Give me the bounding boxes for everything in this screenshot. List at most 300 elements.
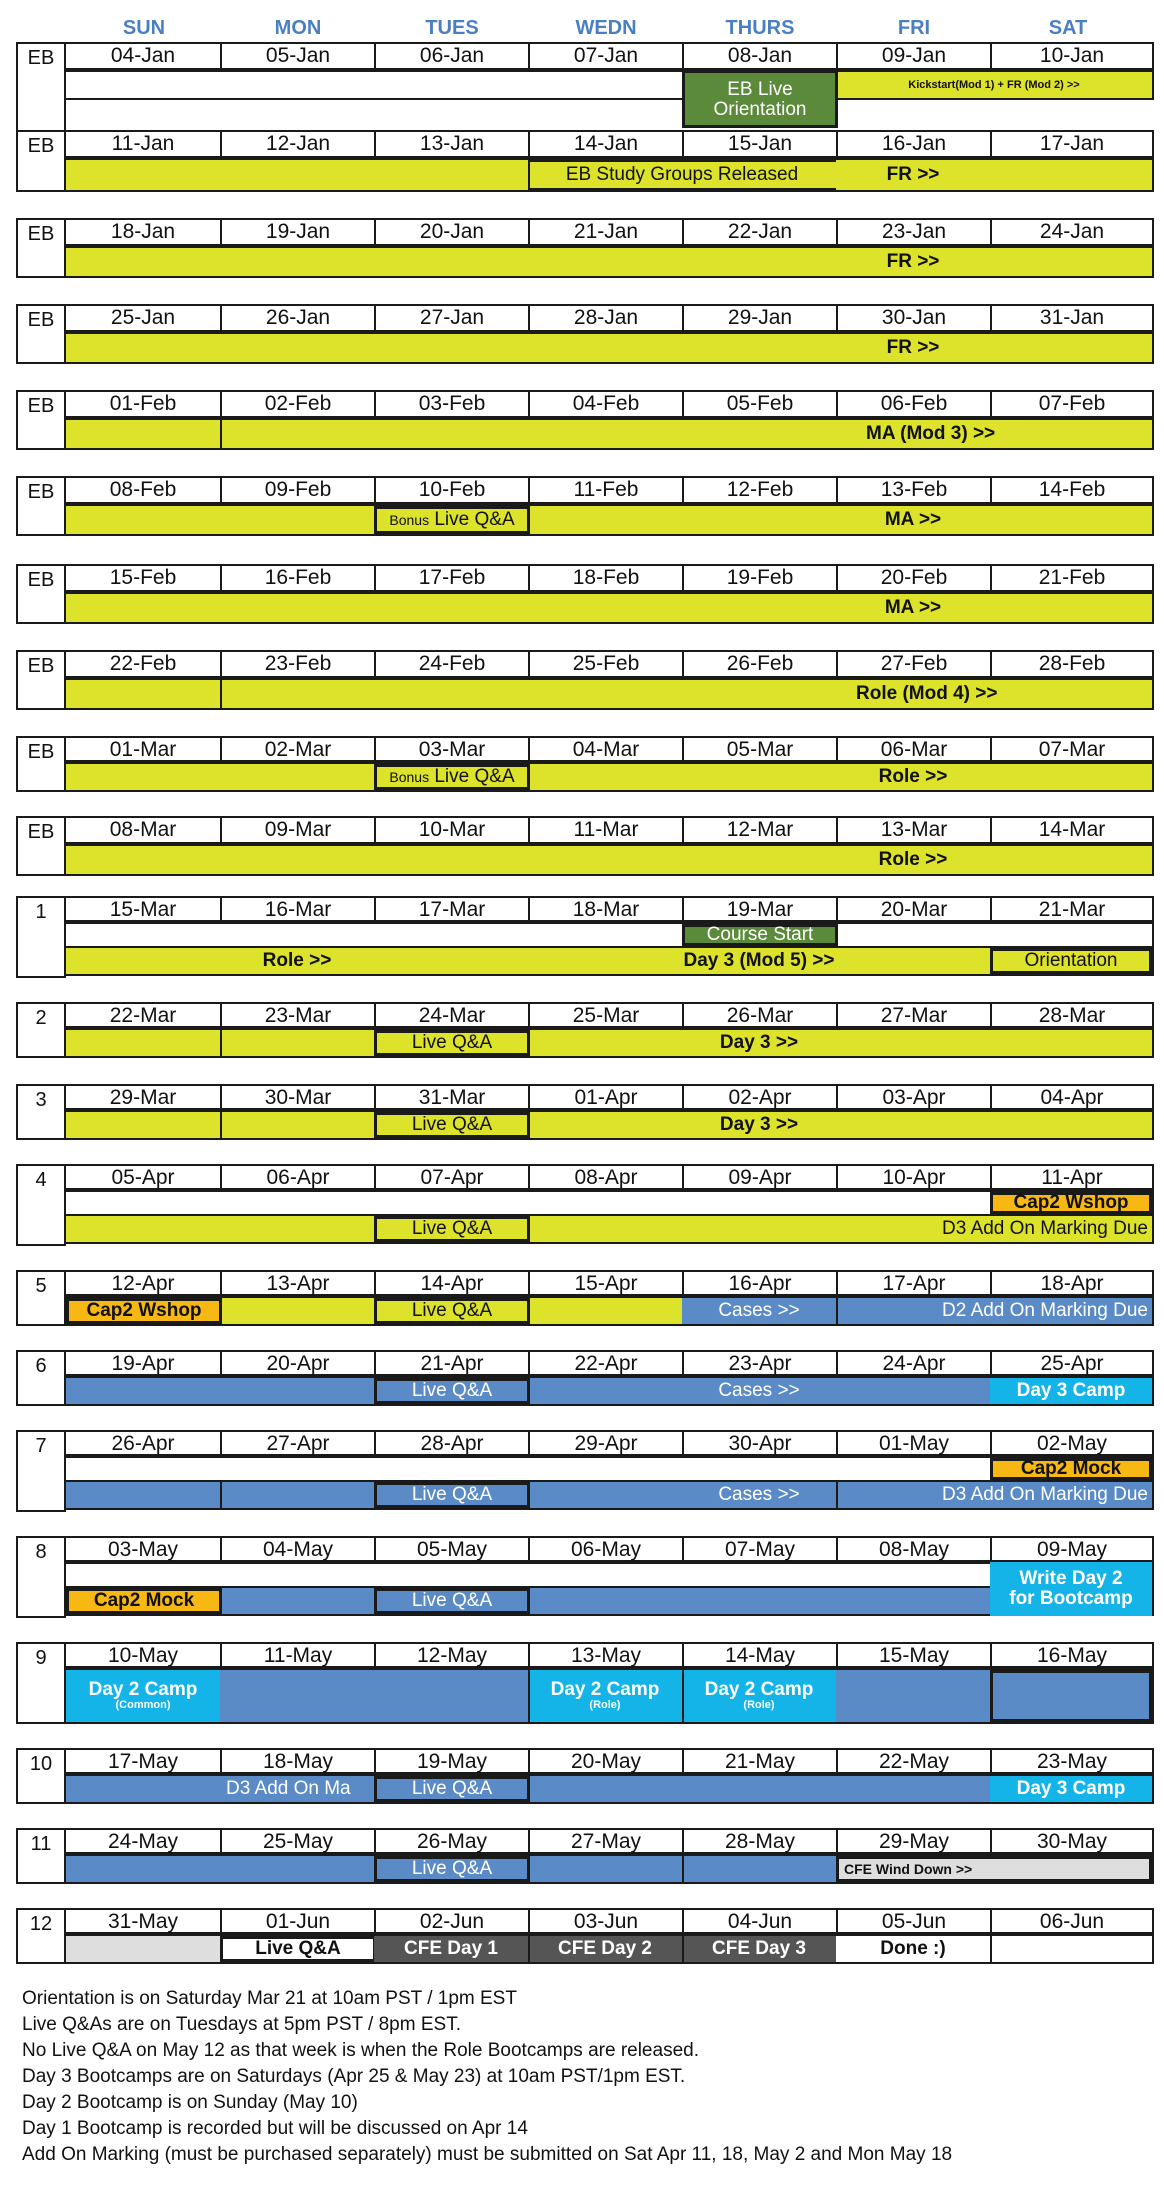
date-cell: 12-Jan <box>220 132 374 156</box>
date-cell: 08-Apr <box>528 1166 682 1188</box>
event-label: Live Q&A <box>411 1032 493 1053</box>
date-cell: 05-Apr <box>111 1166 175 1189</box>
event-line: Day 2 Camp <box>704 1679 814 1701</box>
date-cell: 02-Apr <box>682 1086 836 1108</box>
event-label: Cases >> <box>718 1484 800 1505</box>
date-cell: 06-Apr <box>220 1166 374 1188</box>
date-cell: 03-Feb <box>374 392 528 416</box>
date-cell: 17-Feb <box>374 566 528 590</box>
date-cell: 03-Mar <box>374 738 528 760</box>
date-cell: 25-May <box>220 1830 374 1852</box>
date-cell: 07-Jan <box>528 44 682 68</box>
date-cell: 18-Apr <box>990 1272 1152 1294</box>
week-label: 5 <box>16 1270 66 1326</box>
event-label <box>682 72 838 128</box>
date-cell: 18-Jan <box>110 220 176 243</box>
date-cell: 19-Mar <box>682 898 836 920</box>
date-cell: 23-Jan <box>836 220 990 244</box>
event-row <box>66 844 1154 876</box>
date-row <box>66 1430 1154 1456</box>
date-cell: 29-Mar <box>109 1086 177 1109</box>
date-cell: 04-Jan <box>110 44 176 67</box>
date-cell: 07-Apr <box>374 1166 528 1188</box>
week-block <box>16 1536 1154 1618</box>
event-label: MA >> <box>884 509 942 530</box>
event-row <box>66 70 1154 100</box>
date-cell: 22-Feb <box>109 652 177 675</box>
week-block <box>16 1270 1154 1326</box>
date-cell: 10-May <box>107 1644 179 1667</box>
week-block <box>16 736 1154 792</box>
date-cell: 14-Mar <box>990 818 1152 842</box>
event-row <box>66 678 1154 710</box>
week-label: 7 <box>16 1430 66 1512</box>
note-line: Add On Marking (must be purchased separately) must be submitted on Sat Apr 11, 18, May 2 and Mon May 18 <box>22 2144 953 2165</box>
date-cell: 03-Apr <box>836 1086 990 1108</box>
date-cell: 20-Jan <box>374 220 528 244</box>
date-cell: 26-May <box>374 1830 528 1852</box>
date-cell: 11-Feb <box>528 478 682 502</box>
date-cell: 06-Jan <box>374 44 528 68</box>
live-qa-text: Live Q&A <box>434 766 515 787</box>
date-cell: 02-Jun <box>374 1910 528 1932</box>
divider <box>682 1856 684 1882</box>
bonus-label: Bonus <box>389 512 430 528</box>
date-cell: 02-Feb <box>220 392 374 416</box>
date-cell: 08-Mar <box>109 818 177 841</box>
week-block <box>16 816 1154 876</box>
event-row <box>66 1934 1154 1964</box>
event-label: Cases >> <box>718 1380 800 1401</box>
date-cell: 15-Jan <box>682 132 836 156</box>
event-line: Day 2 Camp <box>550 1679 660 1701</box>
date-cell: 12-May <box>374 1644 528 1666</box>
event-line: EB Live <box>727 79 793 101</box>
week-label: EB <box>16 304 66 364</box>
date-cell: 10-Jan <box>990 44 1152 68</box>
date-cell: 30-Mar <box>220 1086 374 1108</box>
event-line: (Common) <box>115 1699 171 1712</box>
event-row <box>66 1110 1154 1140</box>
week-block <box>16 1642 1154 1724</box>
date-cell: 25-Jan <box>110 306 176 329</box>
event-label: CFE Day 1 <box>404 1938 498 1959</box>
event-label <box>682 1670 836 1722</box>
event-line: for Bootcamp <box>1009 1588 1133 1609</box>
event-label: CFE Day 2 <box>558 1938 652 1959</box>
date-cell: 27-Mar <box>836 1004 990 1026</box>
date-cell: 29-Jan <box>682 306 836 330</box>
event-label: Day 3 (Mod 5) >> <box>683 950 835 971</box>
date-cell: 18-May <box>220 1750 374 1772</box>
date-cell: 28-Jan <box>528 306 682 330</box>
date-cell: 27-Jan <box>374 306 528 330</box>
event-line: Orientation <box>713 99 807 120</box>
week-label: EB <box>16 650 66 710</box>
week-block <box>16 564 1154 624</box>
note-line: Day 2 Bootcamp is on Sunday (May 10) <box>22 2092 358 2113</box>
date-cell: 05-Feb <box>682 392 836 416</box>
date-cell: 04-Mar <box>528 738 682 760</box>
event-row <box>66 1190 1154 1216</box>
date-cell: 13-Feb <box>836 478 990 502</box>
day-header: TUES <box>425 17 479 39</box>
date-cell: 03-Jun <box>528 1910 682 1932</box>
date-cell: 16-May <box>990 1644 1152 1666</box>
event-row <box>66 1376 1154 1406</box>
day-header: SUN <box>122 17 166 39</box>
week-block <box>16 1002 1154 1058</box>
date-cell: 22-Jan <box>682 220 836 244</box>
date-row <box>66 476 1154 504</box>
event-label: Live Q&A <box>411 1300 493 1321</box>
date-cell: 14-Jan <box>528 132 682 156</box>
date-row <box>66 896 1154 922</box>
note-line: No Live Q&A on May 12 as that week is when the Role Bootcamps are released. <box>22 2040 699 2061</box>
date-row <box>66 736 1154 762</box>
date-cell: 26-Mar <box>682 1004 836 1026</box>
event-label: Done :) <box>880 1938 946 1959</box>
day-header-row <box>67 16 1155 40</box>
date-row <box>66 304 1154 332</box>
event-label: Cases >> <box>718 1300 800 1321</box>
event-label: Day 3 Camp <box>1016 1380 1126 1401</box>
date-cell: 10-Mar <box>374 818 528 842</box>
date-cell: 20-May <box>528 1750 682 1772</box>
event-row <box>66 332 1154 364</box>
date-cell: 21-May <box>682 1750 836 1772</box>
date-cell: 06-Jun <box>990 1910 1152 1932</box>
date-cell: 01-Apr <box>528 1086 682 1108</box>
week-block <box>16 1164 1154 1246</box>
note-line: Day 1 Bootcamp is recorded but will be discussed on Apr 14 <box>22 2118 528 2139</box>
event-label: Role >> <box>878 766 948 787</box>
date-cell: 31-Jan <box>990 306 1152 330</box>
date-cell: 07-May <box>682 1538 836 1560</box>
date-cell: 21-Feb <box>990 566 1152 590</box>
event-label: Live Q&A <box>411 1778 493 1799</box>
date-cell: 19-Apr <box>111 1352 175 1375</box>
event-line: (Role) <box>743 1699 775 1712</box>
date-cell: 15-May <box>836 1644 990 1666</box>
week-label: 6 <box>16 1350 66 1406</box>
week-label: 10 <box>16 1748 66 1804</box>
date-cell: 09-Apr <box>682 1166 836 1188</box>
event-label <box>528 1670 682 1722</box>
date-cell: 05-May <box>374 1538 528 1560</box>
event-row <box>66 1480 1154 1510</box>
date-cell: 27-Apr <box>220 1432 374 1454</box>
week-block <box>16 1084 1154 1140</box>
date-cell: 09-Jan <box>836 44 990 68</box>
date-cell: 28-Apr <box>374 1432 528 1454</box>
event-label: D3 Add On Ma <box>226 1778 351 1799</box>
wind-down-bar <box>66 1936 220 1962</box>
event-label: EB Study Groups Released <box>565 164 799 185</box>
divider <box>528 1298 530 1324</box>
date-cell: 29-Apr <box>528 1432 682 1454</box>
week-block <box>16 476 1154 536</box>
week-block <box>16 390 1154 450</box>
date-cell: 11-Jan <box>111 132 175 155</box>
date-row <box>66 390 1154 418</box>
date-cell: 23-Mar <box>220 1004 374 1026</box>
week-label: 3 <box>16 1084 66 1140</box>
date-cell: 26-Apr <box>111 1432 175 1455</box>
event-row <box>66 504 1154 536</box>
date-cell: 17-Apr <box>836 1272 990 1294</box>
date-cell: 07-Feb <box>990 392 1152 416</box>
date-cell: 06-Mar <box>836 738 990 760</box>
week-block <box>16 896 1154 978</box>
date-cell: 09-May <box>990 1538 1152 1560</box>
study-bar <box>66 680 220 708</box>
date-row <box>66 564 1154 592</box>
date-cell: 06-May <box>528 1538 682 1560</box>
event-row <box>66 946 1154 976</box>
date-row <box>66 1164 1154 1190</box>
date-cell: 30-May <box>990 1830 1152 1852</box>
date-cell: 28-Mar <box>990 1004 1152 1026</box>
date-cell: 22-Apr <box>528 1352 682 1374</box>
date-cell: 13-Mar <box>836 818 990 842</box>
study-bar <box>66 420 220 448</box>
week-label: 12 <box>16 1908 66 1964</box>
week-label: EB <box>16 218 66 278</box>
week-label: 9 <box>16 1642 66 1724</box>
date-cell: 28-May <box>682 1830 836 1852</box>
week-block <box>16 650 1154 710</box>
date-cell: 08-Feb <box>109 478 177 501</box>
date-cell: 25-Apr <box>990 1352 1152 1374</box>
empty-box <box>990 1670 1152 1722</box>
date-row <box>66 1828 1154 1854</box>
divider <box>220 1482 222 1508</box>
week-label: EB <box>16 736 66 792</box>
date-cell: 08-May <box>836 1538 990 1560</box>
event-label: Role (Mod 4) >> <box>856 683 998 704</box>
date-cell: 08-Jan <box>682 44 836 68</box>
week-label: EB <box>16 476 66 536</box>
date-cell: 10-Apr <box>836 1166 990 1188</box>
week-block <box>16 1748 1154 1804</box>
week-label: EB <box>16 564 66 624</box>
date-cell: 05-Jan <box>220 44 374 68</box>
event-row <box>66 1214 1154 1244</box>
week-block <box>16 304 1154 364</box>
date-cell: 21-Jan <box>528 220 682 244</box>
date-cell: 24-Jan <box>990 220 1152 244</box>
week-label: EB <box>16 130 66 192</box>
date-cell: 05-Mar <box>682 738 836 760</box>
event-label: D3 Add On Marking Due <box>942 1484 1148 1505</box>
date-cell: 11-Mar <box>528 818 682 842</box>
date-cell: 26-Feb <box>682 652 836 676</box>
event-label: FR >> <box>886 337 940 358</box>
event-label: CFE Wind Down >> <box>844 1861 973 1877</box>
day-header: FRI <box>897 17 931 39</box>
week-block <box>16 1828 1154 1884</box>
date-cell: 07-Mar <box>990 738 1152 760</box>
date-cell: 21-Apr <box>374 1352 528 1374</box>
date-cell: 28-Feb <box>990 652 1152 676</box>
date-cell: 14-Apr <box>374 1272 528 1294</box>
date-row <box>66 1642 1154 1668</box>
date-cell: 20-Mar <box>836 898 990 920</box>
date-cell: 13-Apr <box>220 1272 374 1294</box>
date-cell: 12-Apr <box>111 1272 175 1295</box>
event-label: Day 3 Camp <box>1016 1778 1126 1799</box>
date-cell: 20-Feb <box>836 566 990 590</box>
event-label: MA (Mod 3) >> <box>866 423 996 444</box>
note-line: Day 3 Bootcamps are on Saturdays (Apr 25 & May 23) at 10am PST/1pm EST. <box>22 2066 686 2087</box>
event-label: Live Q&A <box>411 1114 493 1135</box>
date-cell: 15-Apr <box>528 1272 682 1294</box>
date-cell: 25-Mar <box>528 1004 682 1026</box>
event-row <box>66 246 1154 278</box>
date-row <box>66 1536 1154 1562</box>
event-label: Course Start <box>706 924 814 945</box>
date-cell: 09-Feb <box>220 478 374 502</box>
week-block <box>16 42 1154 132</box>
date-row <box>66 218 1154 246</box>
date-cell: 25-Feb <box>528 652 682 676</box>
date-cell: 09-Mar <box>220 818 374 842</box>
date-cell: 24-Apr <box>836 1352 990 1374</box>
date-cell: 04-Feb <box>528 392 682 416</box>
day-header: MON <box>274 17 322 39</box>
date-cell: 18-Feb <box>528 566 682 590</box>
date-cell: 16-Apr <box>682 1272 836 1294</box>
date-cell: 01-Feb <box>109 392 177 415</box>
date-cell: 12-Feb <box>682 478 836 502</box>
date-row <box>66 1084 1154 1110</box>
event-row <box>66 592 1154 624</box>
date-row <box>66 42 1154 70</box>
date-cell: 23-Apr <box>682 1352 836 1374</box>
date-cell: 16-Jan <box>836 132 990 156</box>
date-cell: 22-May <box>836 1750 990 1772</box>
event-label: MA >> <box>884 597 942 618</box>
event-label: Cap2 Mock <box>1020 1458 1122 1479</box>
date-cell: 19-May <box>374 1750 528 1772</box>
event-label: Live Q&A <box>411 1380 493 1401</box>
date-cell: 24-Feb <box>374 652 528 676</box>
event-row <box>66 418 1154 450</box>
event-label <box>66 1670 220 1722</box>
date-cell: 20-Apr <box>220 1352 374 1374</box>
event-row <box>66 1456 1154 1482</box>
date-cell: 06-Feb <box>836 392 990 416</box>
event-label: CFE Day 3 <box>712 1938 806 1959</box>
date-cell: 05-Jun <box>836 1910 990 1932</box>
note-line: Live Q&As are on Tuesdays at 5pm PST / 8pm EST. <box>22 2014 461 2035</box>
week-label: EB <box>16 390 66 450</box>
date-cell: 14-Feb <box>990 478 1152 502</box>
date-cell: 31-May <box>107 1910 179 1933</box>
bonus-label: Bonus <box>389 769 430 785</box>
date-row <box>66 1350 1154 1376</box>
week-block <box>16 130 1154 192</box>
date-cell: 13-Jan <box>374 132 528 156</box>
date-cell: 19-Jan <box>220 220 374 244</box>
day-header: THURS <box>725 17 795 39</box>
event-row <box>66 762 1154 792</box>
date-row <box>66 816 1154 844</box>
date-cell: 23-Feb <box>220 652 374 676</box>
event-label: Day 3 >> <box>719 1032 799 1053</box>
week-label: 2 <box>16 1002 66 1058</box>
date-cell: 12-Mar <box>682 818 836 842</box>
date-cell: 11-Apr <box>990 1166 1152 1188</box>
date-cell: 16-Feb <box>220 566 374 590</box>
event-label: D2 Add On Marking Due <box>942 1300 1148 1321</box>
event-label: Cap2 Mock <box>93 1590 195 1611</box>
date-cell: 02-Mar <box>220 738 374 760</box>
date-cell: 26-Jan <box>220 306 374 330</box>
week-label: 11 <box>16 1828 66 1884</box>
event-row <box>66 158 1154 192</box>
notes-section <box>22 1986 952 2168</box>
event-label: Cap2 Wshop <box>86 1300 202 1321</box>
event-line: (Role) <box>589 1699 621 1712</box>
week-label: EB <box>16 816 66 876</box>
event-label: Kickstart(Mod 1) + FR (Mod 2) >> <box>908 79 1080 91</box>
date-cell: 18-Mar <box>528 898 682 920</box>
date-cell: 15-Mar <box>109 898 177 921</box>
date-cell: 27-May <box>528 1830 682 1852</box>
date-row <box>66 1002 1154 1028</box>
event-label: D3 Add On Marking Due <box>942 1218 1148 1239</box>
event-line: Write Day 2 <box>1019 1568 1123 1590</box>
date-row <box>66 130 1154 158</box>
event-row <box>66 1854 1154 1884</box>
date-cell: 31-Mar <box>374 1086 528 1108</box>
date-cell: 17-Jan <box>990 132 1152 156</box>
event-label: Role >> <box>878 849 948 870</box>
date-cell: 24-May <box>107 1830 179 1853</box>
date-cell: 03-May <box>107 1538 179 1561</box>
date-cell: 21-Mar <box>990 898 1152 920</box>
day-header: SAT <box>1048 17 1088 39</box>
live-qa-label <box>374 764 530 790</box>
event-label: Live Q&A <box>411 1858 493 1879</box>
date-row <box>66 1270 1154 1296</box>
week-block <box>16 1350 1154 1406</box>
divider <box>990 1936 992 1962</box>
date-cell: 01-May <box>836 1432 990 1454</box>
date-cell: 30-Apr <box>682 1432 836 1454</box>
date-row <box>66 1908 1154 1934</box>
date-cell: 11-May <box>220 1644 374 1666</box>
week-block <box>16 1430 1154 1512</box>
week-label: 8 <box>16 1536 66 1618</box>
day-header: WEDN <box>575 17 637 39</box>
date-cell: 24-Mar <box>374 1004 528 1026</box>
event-row <box>66 1774 1154 1804</box>
divider <box>220 1030 222 1056</box>
date-cell: 27-Feb <box>836 652 990 676</box>
date-cell: 22-Mar <box>109 1004 177 1027</box>
date-cell: 19-Feb <box>682 566 836 590</box>
live-qa-text: Live Q&A <box>434 509 515 530</box>
event-label: Role >> <box>262 950 332 971</box>
date-cell: 14-May <box>682 1644 836 1666</box>
date-cell: 04-Jun <box>682 1910 836 1932</box>
date-cell: 29-May <box>836 1830 990 1852</box>
event-row <box>66 1668 1154 1724</box>
event-label: Cap2 Wshop <box>1013 1192 1129 1213</box>
